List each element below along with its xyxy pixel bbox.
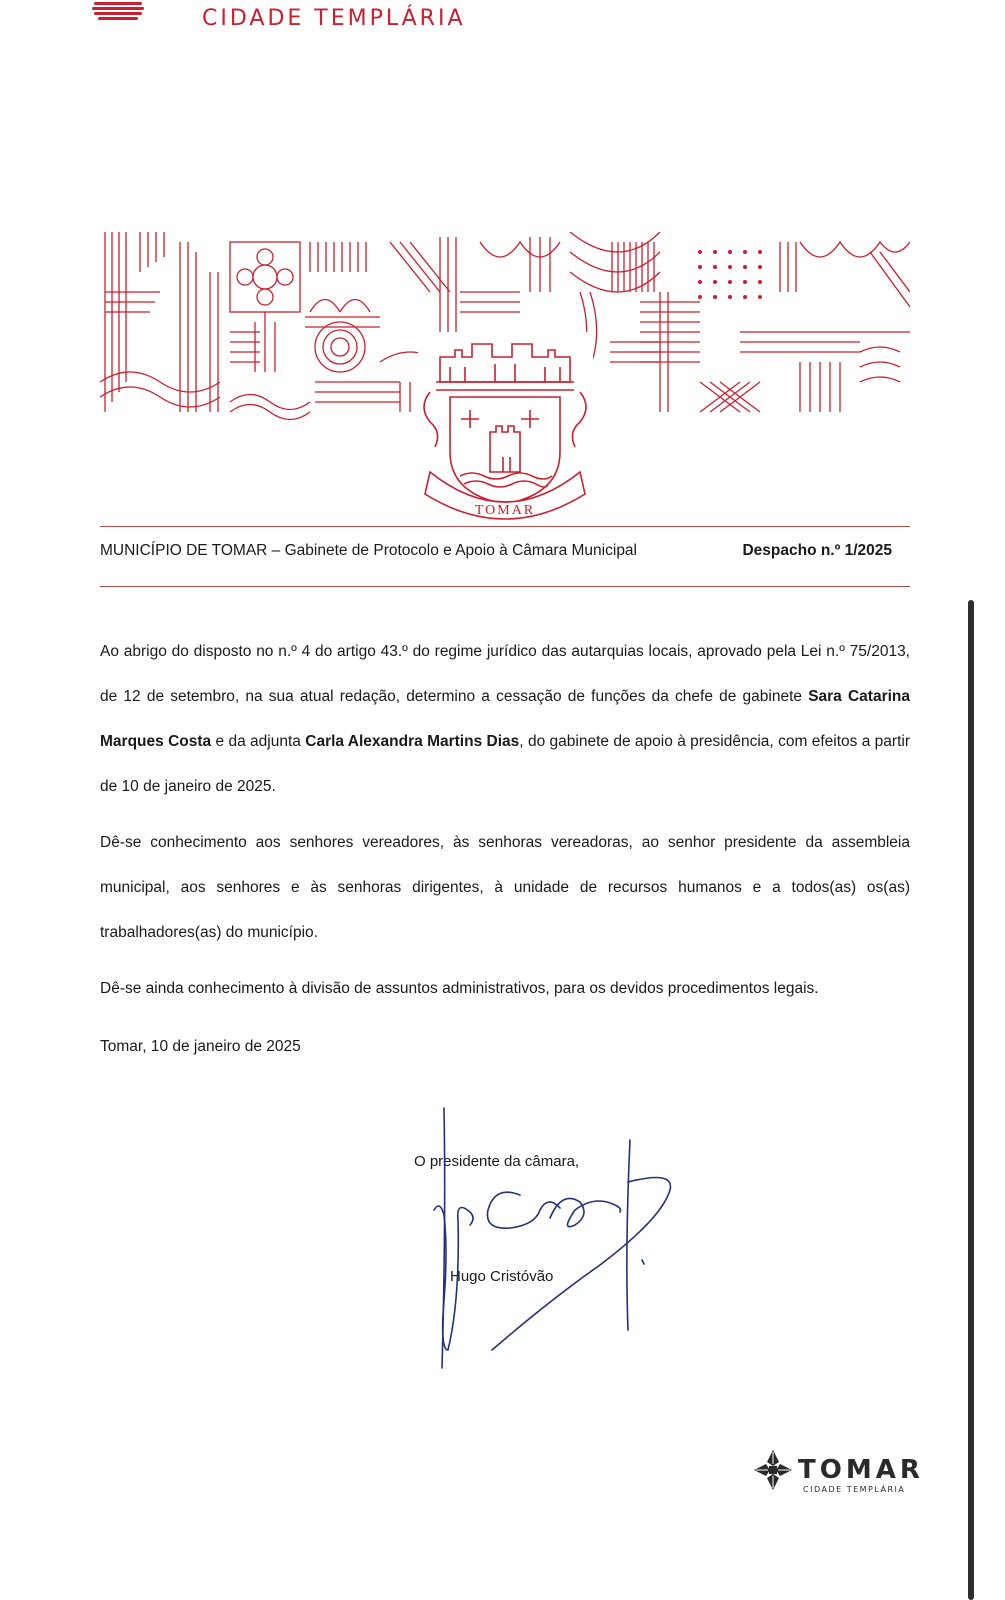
brand-emblem-icon — [92, 0, 144, 22]
p1-text-3: , do gabinete de apoio à presidência, com efeitos a partir de 10 de janeiro de 2025. — [100, 733, 910, 795]
divider-bottom — [100, 586, 910, 587]
dispatch-number: Despacho n.º 1/2025 — [742, 542, 892, 559]
tomar-cross-logo-icon — [752, 1448, 794, 1492]
p1-name-1: Sara Catarina Marques Costa — [100, 688, 910, 750]
p1-text-2: e da adjunta — [211, 733, 306, 750]
brand-tagline: CIDADE TEMPLÁRIA — [202, 6, 466, 31]
banner-dots — [698, 250, 762, 299]
banner-pattern-quatrefoil — [230, 242, 310, 420]
header-origin — [100, 542, 637, 560]
crest-label: TOMAR — [474, 503, 536, 518]
divider-top — [100, 526, 910, 527]
header-department: – Gabinete de Protocolo e Apoio à Câmara Municipal — [267, 542, 637, 559]
decorative-banner — [100, 232, 910, 522]
date-line: Tomar, 10 de janeiro de 2025 — [100, 1038, 301, 1055]
paragraph-notice: Dê-se conhecimento aos senhores vereadores, às senhoras vereadoras, ao senhor presidente da assembleia municipal, aos senhores e às senhoras dirigentes, à unidade de recursos humanos e a todos(as) os(as) trabalhadores(as) do município. — [100, 834, 910, 941]
footer-logo-tagline: CIDADE TEMPLÁRIA — [803, 1485, 906, 1494]
handwritten-signature — [400, 1100, 690, 1380]
p1-text-1: Ao abrigo do disposto no n.º 4 do artigo 43.º do regime jurídico das autarquias locais, aprovado pela Lei n.º 75/2013, de 12 de setembro, na sua atual redação, determino a cessação de funções da chefe de gabinete — [100, 643, 910, 705]
header-municipality: MUNICÍPIO DE TOMAR — [100, 542, 268, 559]
paragraph-dispatch — [100, 629, 910, 809]
scrollbar[interactable] — [968, 600, 974, 1600]
signature-role: O presidente da câmara, — [414, 1153, 580, 1170]
signer-name: Hugo Cristóvão — [450, 1268, 554, 1285]
document-header — [100, 542, 910, 564]
banner-pattern-left — [100, 232, 220, 412]
footer-logo-name: TOMAR — [798, 1455, 924, 1485]
p1-name-2: Carla Alexandra Martins Dias — [305, 733, 520, 750]
paragraph-admin: Dê-se ainda conhecimento à divisão de assuntos administrativos, para os devidos procedimentos legais. — [100, 980, 819, 997]
banner-pattern-arches — [305, 242, 400, 402]
